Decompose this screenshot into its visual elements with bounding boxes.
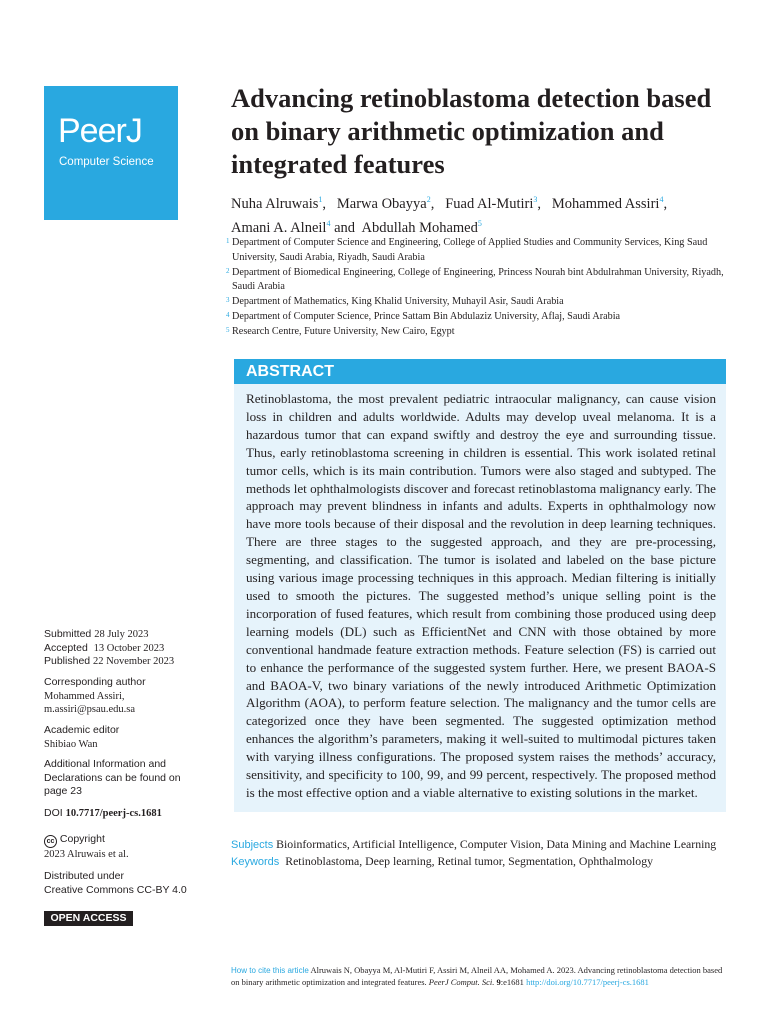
cite-journal: PeerJ Comput. Sci.	[428, 976, 495, 987]
distributed-label: Distributed under	[44, 870, 124, 882]
affiliation-text: Research Centre, Future University, New Cairo, Egypt	[232, 325, 455, 337]
corresponding-author-name: Mohammed Assiri,	[44, 690, 125, 702]
author-separator: ,	[663, 195, 668, 212]
affiliation-item	[226, 266, 726, 296]
affiliation-number: 2	[226, 266, 230, 275]
abstract-text: Retinoblastoma, the most prevalent pediatric intraocular malignancy, can cause vision loss in children and adults worldwide. Adults may develop uveal melanoma. It is a hazardous tumor that can expand swiftly and destroy the eye and surrounding tissue. Thus, early retinoblastoma screening in children is essential. This work isolated retinal tumor cells, which is its main contribution. Tumors were also staged and subtyped. The methods let ophthalmologists discover and forecast retinoblastoma malignancy early. The approach may prevent blindness in infants and adults. Experts in ophthalmology now have more tools because of their disposal and the revolution in deep learning techniques. There are three stages to the suggested approach, and they are pre-processing, segmenting, and classification. The tumor is isolated and labeled on the base picture using various image processing techniques in this approach. Median filtering is initially used to smooth the pictures. The suggested method’s unique selling point is the incorporation of fused features, which result from combining those produced using deep learning models (DL) such as EfficientNet and CNN with those obtained by more conventional handmade feature extraction methods. Feature selection (FS) is carried out to enhance the performance of the suggested system further. Here, we present BAOA-S and BAOA-V, two binary variations of the newly introduced Arithmetic Optimization Algorithm (AOA), to perform feature selection. The malignancy and the tumor cells are categorized once they have been segmented. The suggested optimization method enhances the algorithm’s parameters, making it well-suited to multimodal pictures taken with varying illness configurations. The proposed system raises the methods’ accuracy, sensitivity, and specificity to 100, 99, and 99 percent, respectively. The proposed method is the most effective option and a viable alternative to existing solutions in the market.	[246, 391, 716, 800]
author-name[interactable]: Abdullah Mohamed	[361, 219, 478, 236]
cite-article: :e1681	[500, 976, 524, 987]
corresponding-author-block	[44, 676, 214, 717]
copyright-line	[44, 833, 214, 848]
author-list	[231, 190, 731, 238]
affiliation-number: 1	[226, 237, 230, 245]
cite-volume: 9	[496, 976, 501, 987]
author-separator: and	[330, 219, 359, 236]
published-date	[44, 655, 214, 669]
affiliation-text: Department of Computer Science, Prince Sattam Bin Abdulaziz University, Aflaj, Saudi Arabia	[232, 310, 621, 322]
author-name[interactable]: Nuha Alruwais	[231, 195, 319, 212]
academic-editor-name: Shibiao Wan	[44, 738, 98, 750]
copyright-icon: cc	[44, 835, 57, 848]
copyright-block	[44, 833, 214, 862]
open-access-badge: OPEN ACCESS	[44, 911, 133, 926]
journal-logo	[44, 86, 178, 220]
affiliation-number: 5	[226, 325, 230, 334]
corresponding-author-email[interactable]: m.assiri@psau.edu.sa	[44, 704, 136, 715]
logo-subtitle: Computer Science	[59, 156, 154, 168]
author-separator: ,	[322, 195, 330, 212]
subjects-keywords	[231, 836, 726, 870]
author-name[interactable]: Marwa Obayya	[336, 195, 427, 212]
author-name[interactable]: Amani A. Alneil	[231, 219, 327, 236]
citation-block	[231, 965, 731, 988]
academic-editor-block	[44, 724, 214, 751]
subjects-text: Bioinformatics, Artificial Intelligence, Computer Vision, Data Mining and Machine Learning	[276, 837, 717, 851]
affiliation-item	[226, 310, 726, 325]
doi-value[interactable]: 10.7717/peerj-cs.1681	[65, 808, 162, 819]
license-name[interactable]: Creative Commons CC-BY 4.0	[44, 883, 187, 896]
keywords-label: Keywords	[231, 856, 280, 868]
license-block	[44, 870, 214, 897]
accepted-date	[44, 642, 214, 656]
logo-brand: PeerJ	[58, 112, 142, 150]
cite-label: How to cite this article	[231, 966, 309, 975]
keywords-line	[231, 853, 726, 870]
submitted-value: 28 July 2023	[94, 629, 149, 640]
author-affil-ref: 4	[326, 218, 331, 228]
subjects-label: Subjects	[231, 839, 274, 851]
article-title: Advancing retinoblastoma detection based on binary arithmetic optimization and integrated features	[231, 83, 712, 179]
affiliation-item	[226, 325, 726, 340]
submitted-label: Submitted	[44, 628, 92, 640]
author-name[interactable]: Fuad Al-Mutiri	[445, 195, 534, 212]
academic-editor-label: Academic editor	[44, 724, 120, 736]
author-affil-ref: 3	[533, 195, 538, 204]
dates-block	[44, 628, 214, 669]
affiliation-text: Department of Mathematics, King Khalid University, Muhayil Asir, Saudi Arabia	[232, 296, 564, 308]
abstract-heading: ABSTRACT	[234, 359, 726, 384]
doi-label: DOI	[44, 807, 63, 819]
subjects-line	[231, 836, 726, 853]
copyright-label: Copyright	[59, 833, 105, 845]
affiliation-number: 4	[226, 310, 230, 319]
published-label: Published	[44, 655, 91, 667]
cite-text: Alruwais N, Obayya M, Al-Mutiri F, Assiri M, Alneil AA, Mohamed A. 2023. Advancing retinoblastoma detection based on binary arithmetic optimization and integrated features.	[231, 965, 723, 987]
author-name[interactable]: Mohammed Assiri	[551, 195, 660, 212]
keywords-text: Retinoblastoma, Deep learning, Retinal tumor, Segmentation, Ophthalmology	[285, 854, 653, 868]
affiliation-number: 3	[226, 296, 230, 305]
affiliation-item	[226, 295, 726, 310]
affiliation-list	[226, 236, 726, 340]
cite-doi-link[interactable]: http://doi.org/10.7717/peerj-cs.1681	[526, 976, 649, 987]
accepted-label: Accepted	[44, 641, 88, 654]
author-affil-ref: 1	[318, 195, 323, 204]
published-value: 22 November 2023	[93, 656, 175, 667]
affiliation-item	[226, 236, 726, 266]
affiliation-text: Department of Computer Science and Engineering, College of Applied Studies and Community Services, King Saud University, Saudi Arabia, Riyadh, Saudi Arabia	[232, 237, 708, 263]
author-separator: ,	[430, 195, 438, 212]
author-separator: ,	[537, 195, 545, 212]
accepted-value: 13 October 2023	[93, 642, 165, 654]
author-affil-ref: 5	[477, 218, 482, 228]
doi-block	[44, 807, 214, 821]
author-affil-ref: 4	[659, 195, 664, 204]
submitted-date	[44, 628, 214, 642]
corresponding-author-label: Corresponding author	[44, 676, 146, 688]
author-affil-ref: 2	[426, 195, 431, 204]
copyright-holder: 2023 Alruwais et al.	[44, 849, 129, 860]
additional-info: Additional Information and Declarations can be found on page 23	[44, 758, 181, 797]
affiliation-text: Department of Biomedical Engineering, College of Engineering, Princess Nourah bint Abdulrahman University, Riyadh, Saudi Arabia	[232, 266, 724, 293]
